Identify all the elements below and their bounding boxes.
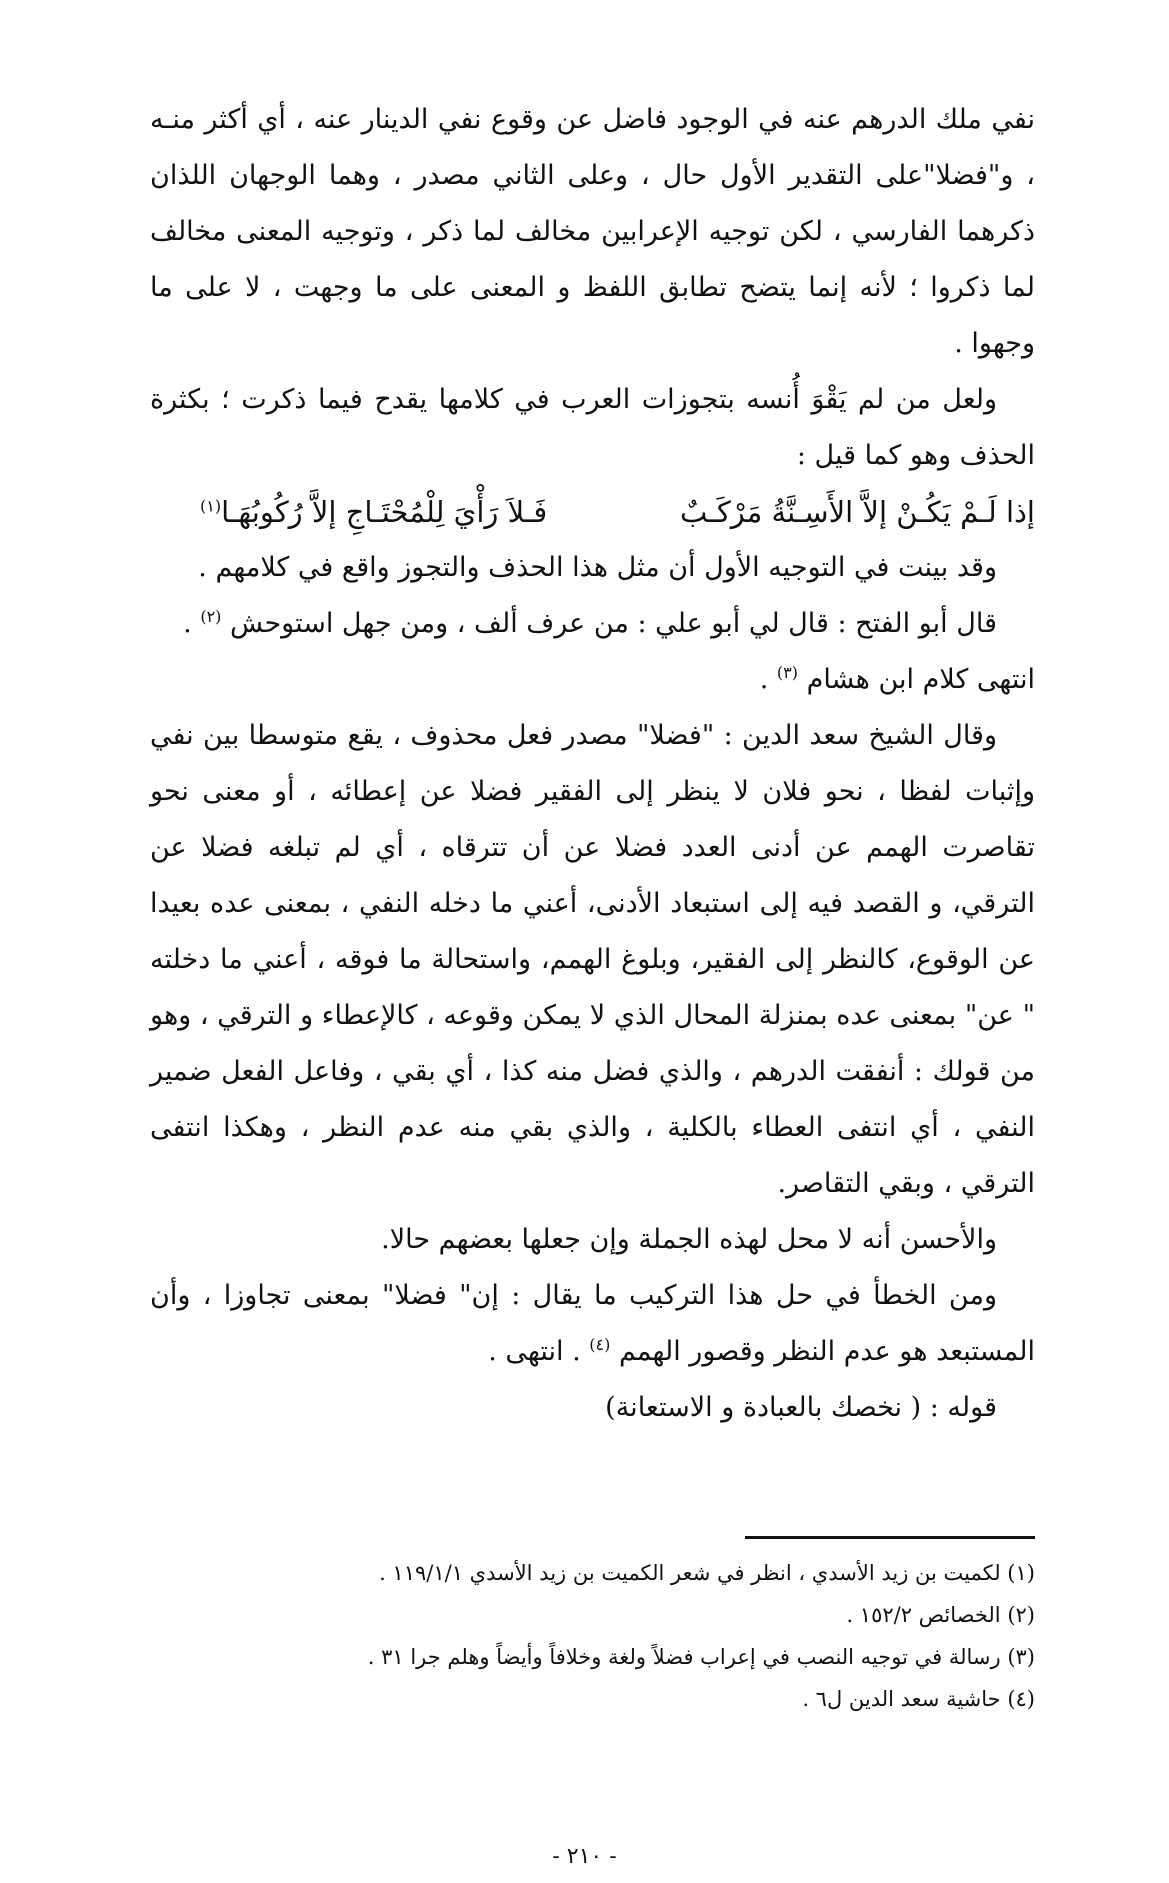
paragraph-8 [150,1268,1035,1380]
footnote-1: (١) لكميت بن زيد الأسدي ، انظر في شعر الكميت بن زيد الأسدي ١١٩/١/١ . [379,1561,1035,1585]
paragraph-1: نفي ملك الدرهم عنه في الوجود فاضل عن وقوع نفي الدينار عنه ، أي أكثر منـه ، و"فضلا"على التقدير الأول حال ، وعلى الثاني مصدر ، وهما الوجهان اللذان ذكرهما الفارسي ، لكن توجيه الإعرابين مخالف لما ذكر ، وتوجيه المعنى مخالف لما ذكروا ؛ لأنه إنما يتضح تطابق اللفظ و المعنى على ما وجهت ، لا على ما وجهوا . [150,104,1035,359]
paragraph-5 [150,652,1035,708]
paragraph-8-text: ومن الخطأ في حل هذا التركيب ما يقال : إن" فضلا" بمعنى تجاوزا ، وأن المستبعد هو عدم النظر وقصور الهمم [150,1280,1035,1367]
footnote-ref-2: (٢) [200,607,222,626]
verse-second-hemistich-wrap [200,484,547,540]
paragraph-4-end: . [183,608,201,639]
footnote-ref-1: (١) [200,496,222,516]
footnote-ref-4: (٤) [589,1335,611,1354]
page-number: - ٢١٠ - [552,1844,617,1869]
paragraph-5-end: . [759,664,777,695]
verse-first-hemistich: إذا لَـمْ يَكُـنْ إلاَّ الأَسِـنَّةُ مَرْكَـبٌ [679,495,1035,529]
footnote-3: (٣) رسالة في توجيه النصب في إعراب فضلاً ولغة وخلافاً وأيضاً وهلم جرا ٣١ . [367,1645,1035,1669]
footnote-4: (٤) حاشية سعد الدين ل٦ . [802,1687,1035,1711]
paragraph-9: قوله : ( نخصك بالعبادة و الاستعانة) [605,1392,997,1423]
paragraph-4-text: قال أبو الفتح : قال لي أبو علي : من عرف ألف ، ومن جهل استوحش [230,608,997,639]
paragraph-6: وقال الشيخ سعد الدين : "فضلا" مصدر فعل محذوف ، يقع متوسطا بين نفي وإثبات لفظا ، نحو فلان لا ينظر إلى الفقير فضلا عن إعطائه ، أو معنى نحو تقاصرت الهمم عن أدنى العدد فضلا عن أن تترقاه ، أي لم تبلغه فضلا عن الترقي، و القصد فيه إلى استبعاد الأدنى، أعني ما دخله النفي ، بمعنى عده بعيدا عن الوقوع، كالنظر إلى الفقير، وبلوغ الهمم، واستحالة ما فوقه ، أعني ما دخلته " عن" بمعنى عده بمنزلة المحال الذي لا يمكن وقوعه ، كالإعطاء و الترقي ، وهو من قولك : أنفقت الدرهم ، والذي فضل منه كذا ، أي بقي ، وفاعل الفعل ضمير النفي ، أي انتفى العطاء بالكلية ، والذي بقي منه عدم النظر ، وهكذا انتفى الترقي ، وبقي التقاصر. [150,720,1035,1199]
paragraph-8-end: . انتهى . [488,1336,590,1367]
footnote-2: (٢) الخصائص ١٥٢/٢ . [846,1603,1035,1627]
paragraph-2: ولعل من لم يَقْوَ أُنسه بتجوزات العرب في كلامها يقدح فيما ذكرت ؛ بكثرة الحذف وهو كما قيل : [150,384,1035,471]
paragraph-4 [150,596,1035,652]
poetry-verse [150,484,1035,540]
paragraph-7: والأحسن أنه لا محل لهذه الجملة وإن جعلها بعضهم حالا. [381,1224,997,1255]
main-text [150,92,1035,1436]
footnote-ref-3: (٣) [776,663,799,682]
footnotes [150,1552,1035,1720]
paragraph-5-text: انتهى كلام ابن هشام [806,664,1035,695]
paragraph-3: وقد بينت في التوجيه الأول أن مثل هذا الحذف والتجوز واقع في كلامهم . [198,552,997,583]
footnote-divider [745,1536,1035,1539]
verse-second-hemistich: فَـلاَ رَأْيَ لِلْمُحْتَـاجِ إلاَّ رُكُوبُهَـا [221,495,548,529]
